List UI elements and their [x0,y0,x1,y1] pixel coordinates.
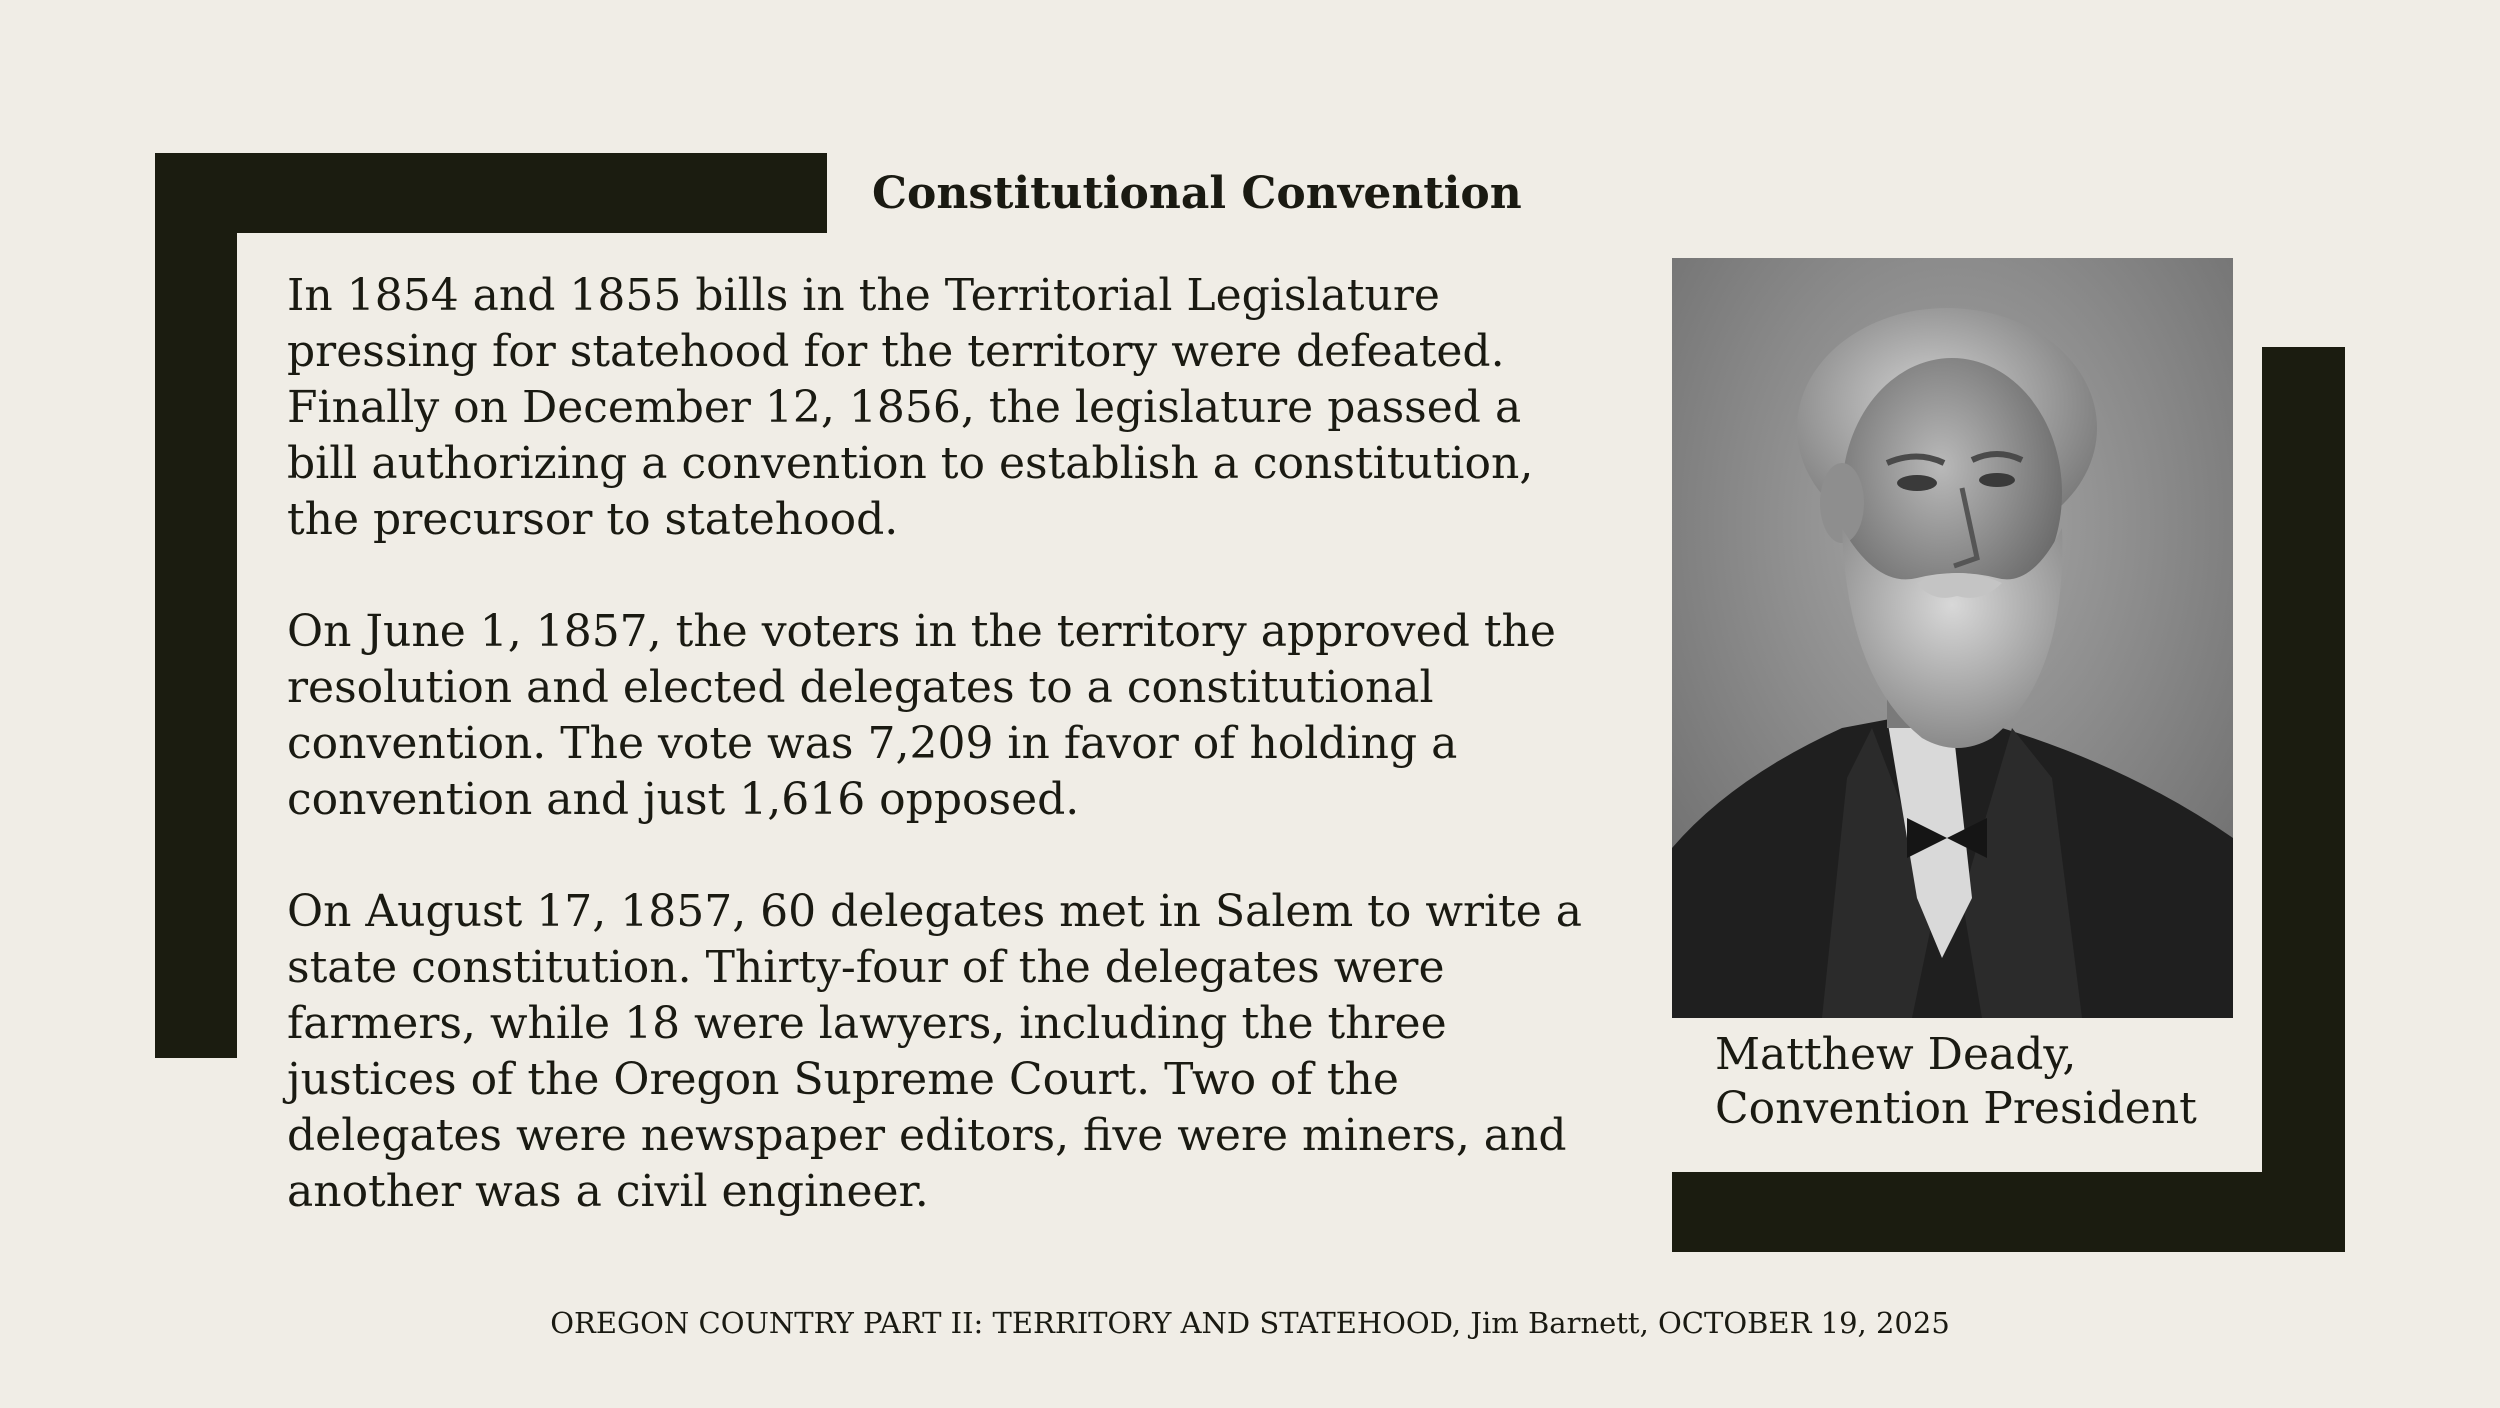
portrait-photo [1672,258,2233,1018]
paragraph-vote: On June 1, 1857, the voters in the territory approved the resolution and elected delegates to a constitutional convention. The vote was 7,209 in favor of holding a convention and just 1,616 opposed. [287,606,1556,825]
paragraph-legislature: In 1854 and 1855 bills in the Territorial Legislature pressing for statehood for the territory were defeated. Finally on December 12, 1856, the legislature passed a bill authorizing a convention to establish a constitution, the precursor to statehood. [287,270,1534,545]
portrait-image [1672,258,2233,1018]
right-bracket-side [2262,347,2345,1252]
left-bracket-top [155,153,827,233]
portrait-caption: Matthew Deady, Convention President [1715,1029,2197,1134]
slide-title: Constitutional Convention [872,168,1522,219]
paragraph-delegates: On August 17, 1857, 60 delegates met in Salem to write a state constitution. Thirty-four of the delegates were farmers, while 18 were lawyers, including the three justices of the Oregon Supreme Court. Two of the delegates were newspaper editors, five were miners, and another was a civil engineer. [287,886,1583,1217]
footer-citation: OREGON COUNTRY PART II: TERRITORY AND STATEHOOD, Jim Barnett, OCTOBER 19, 2025 [550,1306,1950,1340]
right-bracket-bottom [1672,1172,2345,1252]
left-bracket-side [155,153,237,1058]
body-text [287,268,1667,1276]
